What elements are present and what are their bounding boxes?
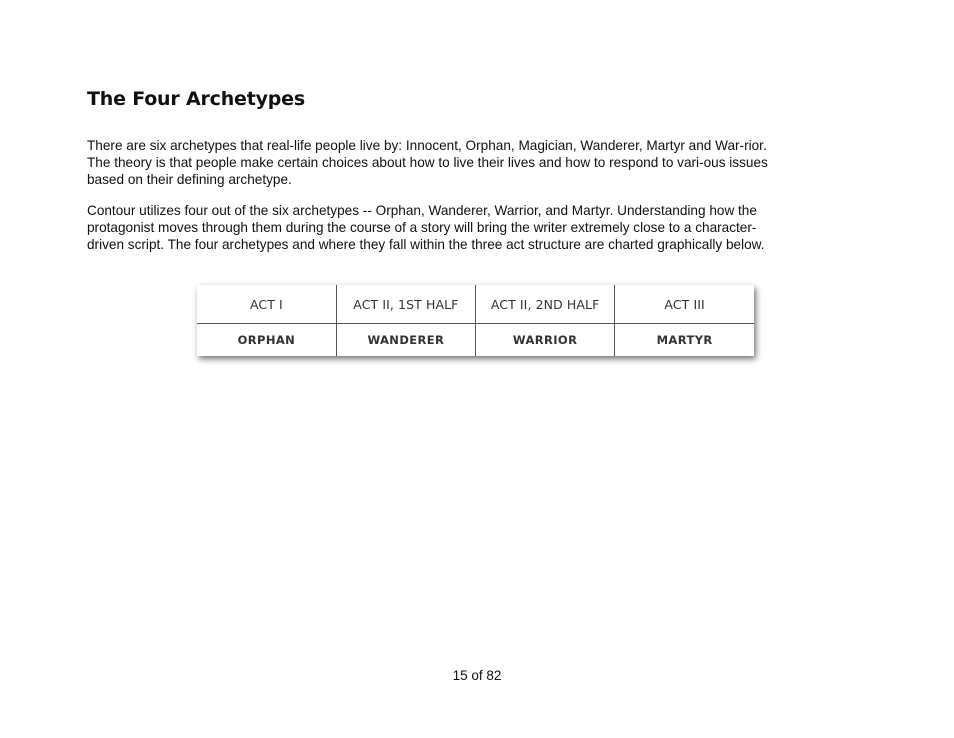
cell-orphan: ORPHAN (237, 333, 296, 347)
page-number: 15 of 82 (452, 668, 502, 683)
cell-martyr: MARTYR (615, 324, 754, 357)
page-title: The Four Archetypes (87, 88, 305, 110)
archetype-table (197, 285, 754, 356)
table-row (197, 324, 754, 357)
header-act-2-second-half: ACT II, 2ND HALF (476, 285, 615, 324)
table-header-row (197, 285, 754, 324)
archetype-chart (197, 285, 754, 356)
header-act-3: ACT III (615, 285, 754, 324)
cell-wanderer: WANDERER (336, 324, 475, 357)
header-act-1: ACT I (197, 285, 336, 324)
cell-warrior: WARRIOR (476, 324, 615, 357)
paragraph-intro: There are six archetypes that real-life people live by: Innocent, Orphan, Magician, Wanderer, Martyr and War-rior. The theory is that people make certain choices about how to live their lives and how to respond to vari-ous issues based on their defining archetype. (87, 138, 768, 187)
paragraph-contour: Contour utilizes four out of the six archetypes -- Orphan, Wanderer, Warrior, and Martyr. Understanding how the protagonist moves through them during the course of a story will bring the writer extremely close to a character-driven script. The four archetypes and where they fall within the three act structure are charted graphically below. (87, 203, 765, 252)
header-act-2-first-half: ACT II, 1ST HALF (336, 285, 475, 324)
